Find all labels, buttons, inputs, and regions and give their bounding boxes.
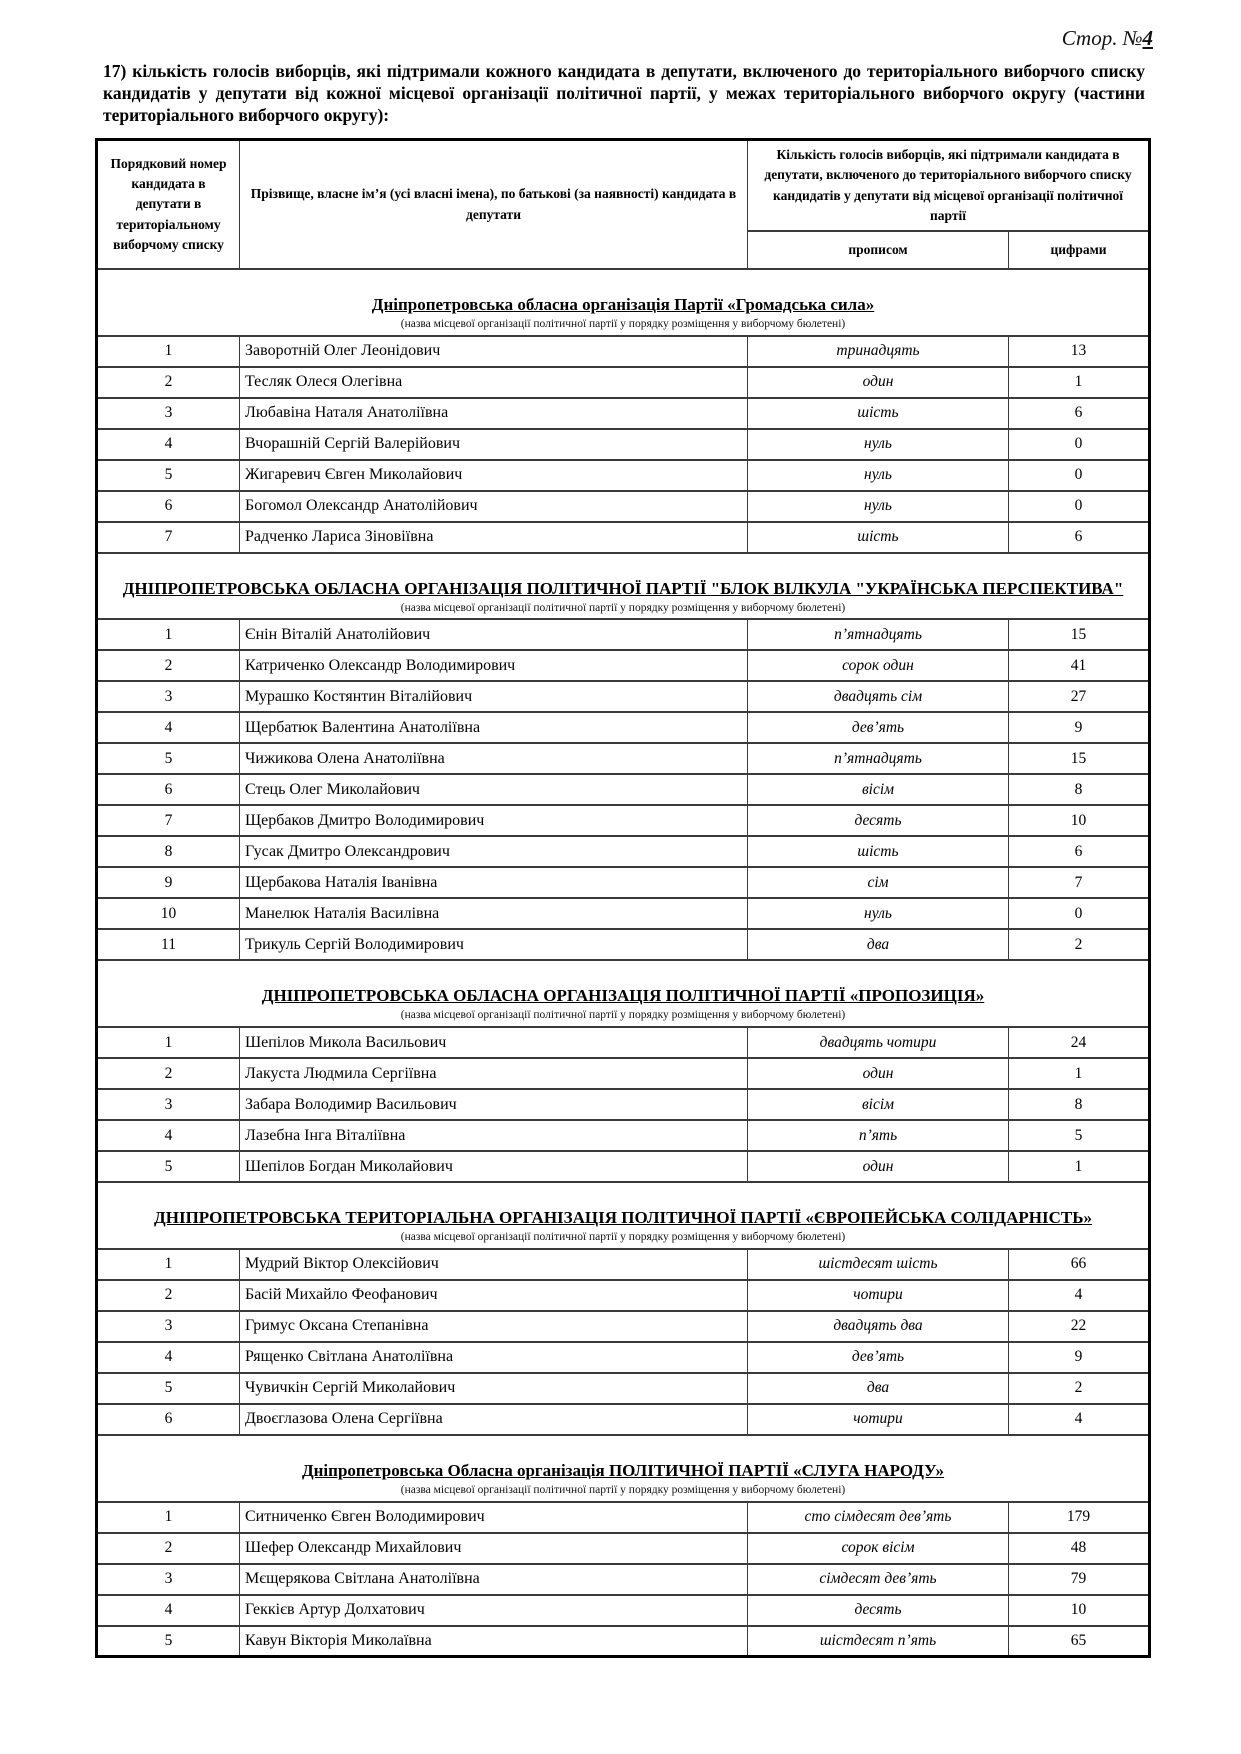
candidate-ordinal: 4 [97, 429, 240, 460]
party-section-title: ДНІПРОПЕТРОВСЬКА ОБЛАСНА ОРГАНІЗАЦІЯ ПОЛІТИЧНОЇ ПАРТІЇ "БЛОК ВІЛКУЛА "УКРАЇНСЬКА ПЕРСПЕКТИВА" [122, 578, 1124, 598]
table-row [97, 1502, 1150, 1533]
table-row [97, 1027, 1150, 1058]
candidate-ordinal: 8 [97, 836, 240, 867]
votes-in-digits: 8 [1009, 774, 1150, 805]
candidate-ordinal: 2 [97, 650, 240, 681]
votes-in-words: вісім [748, 1089, 1009, 1120]
candidate-name: Стець Олег Миколайович [240, 774, 748, 805]
votes-in-digits: 179 [1009, 1502, 1150, 1533]
candidate-name: Вчорашній Сергій Валерійович [240, 429, 748, 460]
party-section-note: (назва місцевої організації політичної партії у порядку розміщення у виборчому бюлетені) [400, 601, 846, 614]
votes-in-words: нуль [748, 429, 1009, 460]
candidate-name: Богомол Олександр Анатолійович [240, 491, 748, 522]
votes-in-digits: 27 [1009, 681, 1150, 712]
candidate-name: Радченко Лариса Зіновіївна [240, 522, 748, 553]
votes-in-digits: 5 [1009, 1120, 1150, 1151]
votes-in-words: п’ятнадцять [748, 743, 1009, 774]
votes-in-words: тринадцять [748, 336, 1009, 367]
candidate-ordinal: 3 [97, 398, 240, 429]
votes-in-words: сім [748, 867, 1009, 898]
candidate-name: Ситниченко Євген Володимирович [240, 1502, 748, 1533]
votes-in-digits: 15 [1009, 743, 1150, 774]
candidate-name: Шепілов Микола Васильович [240, 1027, 748, 1058]
table-row [97, 619, 1150, 650]
candidate-ordinal: 10 [97, 898, 240, 929]
candidate-name: Любавіна Наталя Анатоліївна [240, 398, 748, 429]
votes-in-words: сто сімдесят дев’ять [748, 1502, 1009, 1533]
votes-in-digits: 6 [1009, 522, 1150, 553]
party-section-note: (назва місцевої організації політичної партії у порядку розміщення у виборчому бюлетені) [400, 1009, 846, 1022]
candidate-name: Катриченко Олександр Володимирович [240, 650, 748, 681]
table-row [97, 1595, 1150, 1626]
table-row [97, 1151, 1150, 1182]
votes-in-digits: 4 [1009, 1404, 1150, 1435]
candidate-ordinal: 1 [97, 619, 240, 650]
table-row [97, 336, 1150, 367]
table-row [97, 1373, 1150, 1404]
table-row [97, 491, 1150, 522]
candidate-ordinal: 5 [97, 1373, 240, 1404]
votes-in-words: дев’ять [748, 1342, 1009, 1373]
candidate-name: Щербатюк Валентина Анатоліївна [240, 712, 748, 743]
votes-in-digits: 7 [1009, 867, 1150, 898]
votes-in-digits: 22 [1009, 1311, 1150, 1342]
candidate-ordinal: 6 [97, 491, 240, 522]
votes-in-digits: 6 [1009, 836, 1150, 867]
votes-in-digits: 4 [1009, 1280, 1150, 1311]
table-row [97, 867, 1150, 898]
candidate-name: Лакуста Людмила Сергіївна [240, 1058, 748, 1089]
header-in-digits: цифрами [1009, 231, 1150, 269]
table-row [97, 1564, 1150, 1595]
table-row [97, 1249, 1150, 1280]
candidate-ordinal: 3 [97, 1311, 240, 1342]
votes-in-words: два [748, 929, 1009, 960]
candidate-name: Тесляк Олеся Олегівна [240, 367, 748, 398]
header-votes-count: Кількість голосів виборців, які підтримали кандидата в депутати, включеного до територіального виборчого списку кандидатів у депутати від місцевої організації політичної партії [748, 140, 1150, 232]
section-header-cell [97, 960, 1150, 1027]
section-header-cell [97, 269, 1150, 336]
party-section-note: (назва місцевої організації політичної партії у порядку розміщення у виборчому бюлетені) [400, 317, 846, 330]
table-row [97, 367, 1150, 398]
votes-in-digits: 15 [1009, 619, 1150, 650]
candidate-ordinal: 4 [97, 1120, 240, 1151]
table-header [97, 140, 1150, 270]
header-in-words: прописом [748, 231, 1009, 269]
candidate-name: Мудрий Віктор Олексійович [240, 1249, 748, 1280]
votes-in-digits: 1 [1009, 1058, 1150, 1089]
party-section-note: (назва місцевої організації політичної партії у порядку розміщення у виборчому бюлетені) [400, 1231, 846, 1244]
votes-in-digits: 65 [1009, 1626, 1150, 1657]
table-row [97, 898, 1150, 929]
candidate-name: Чувичкін Сергій Миколайович [240, 1373, 748, 1404]
party-section-title: ДНІПРОПЕТРОВСЬКА ТЕРИТОРІАЛЬНА ОРГАНІЗАЦІЯ ПОЛІТИЧНОЇ ПАРТІЇ «ЄВРОПЕЙСЬКА СОЛІДАРНІСТЬ» [154, 1208, 1092, 1228]
candidate-ordinal: 3 [97, 681, 240, 712]
candidate-ordinal: 9 [97, 867, 240, 898]
table-row [97, 1342, 1150, 1373]
table-row [97, 522, 1150, 553]
candidate-ordinal: 4 [97, 1595, 240, 1626]
candidate-ordinal: 3 [97, 1564, 240, 1595]
candidate-name: Чижикова Олена Анатоліївна [240, 743, 748, 774]
table-row [97, 1533, 1150, 1564]
table-row [97, 1280, 1150, 1311]
candidate-ordinal: 2 [97, 1058, 240, 1089]
candidate-name: Манелюк Наталія Василівна [240, 898, 748, 929]
candidate-name: Забара Володимир Васильович [240, 1089, 748, 1120]
votes-table [95, 138, 1151, 1658]
candidate-name: Мєщерякова Світлана Анатоліївна [240, 1564, 748, 1595]
candidate-ordinal: 3 [97, 1089, 240, 1120]
votes-in-digits: 6 [1009, 398, 1150, 429]
candidate-ordinal: 4 [97, 1342, 240, 1373]
table-row [97, 650, 1150, 681]
votes-in-words: шістдесят шість [748, 1249, 1009, 1280]
table-row [97, 1089, 1150, 1120]
table-row [97, 460, 1150, 491]
table-row [97, 929, 1150, 960]
votes-in-words: вісім [748, 774, 1009, 805]
section-header-cell [97, 1435, 1150, 1502]
table-row [97, 1626, 1150, 1657]
votes-in-words: шість [748, 836, 1009, 867]
candidate-name: Заворотній Олег Леонідович [240, 336, 748, 367]
party-section-note: (назва місцевої організації політичної партії у порядку розміщення у виборчому бюлетені) [400, 1483, 846, 1496]
votes-in-digits: 0 [1009, 429, 1150, 460]
candidate-ordinal: 5 [97, 1626, 240, 1657]
table-row [97, 1404, 1150, 1435]
table-body [97, 269, 1150, 1657]
intro-paragraph: 17) кількість голосів виборців, які підтримали кожного кандидата в депутати, включеного до територіального виборчого списку кандидатів у депутати від кожної місцевої організації політичної партії, у межах територіального виборчого округу (частини територіального виборчого округу): [103, 61, 1145, 126]
candidate-name: Басій Михайло Феофанович [240, 1280, 748, 1311]
votes-in-words: шість [748, 398, 1009, 429]
page-number-value: 4 [1142, 26, 1153, 50]
table-row [97, 743, 1150, 774]
page-number [1062, 26, 1153, 51]
votes-in-digits: 66 [1009, 1249, 1150, 1280]
candidate-ordinal: 4 [97, 712, 240, 743]
party-section-title: Дніпропетровська Обласна організація ПОЛІТИЧНОЇ ПАРТІЇ «СЛУГА НАРОДУ» [301, 1460, 945, 1480]
votes-in-words: шістдесят п’ять [748, 1626, 1009, 1657]
votes-in-words: нуль [748, 491, 1009, 522]
votes-in-words: чотири [748, 1404, 1009, 1435]
votes-in-digits: 10 [1009, 1595, 1150, 1626]
votes-in-words: двадцять чотири [748, 1027, 1009, 1058]
table-row [97, 429, 1150, 460]
section-header-row [97, 960, 1150, 1027]
party-section-title: ДНІПРОПЕТРОВСЬКА ОБЛАСНА ОРГАНІЗАЦІЯ ПОЛІТИЧНОЇ ПАРТІЇ «ПРОПОЗИЦІЯ» [261, 986, 985, 1006]
votes-in-digits: 1 [1009, 1151, 1150, 1182]
votes-in-words: сорок вісім [748, 1533, 1009, 1564]
candidate-ordinal: 7 [97, 805, 240, 836]
votes-in-digits: 9 [1009, 712, 1150, 743]
votes-in-digits: 0 [1009, 898, 1150, 929]
candidate-ordinal: 1 [97, 1502, 240, 1533]
votes-in-digits: 41 [1009, 650, 1150, 681]
votes-in-words: сімдесят дев’ять [748, 1564, 1009, 1595]
candidate-ordinal: 11 [97, 929, 240, 960]
votes-in-digits: 2 [1009, 929, 1150, 960]
votes-in-words: один [748, 1151, 1009, 1182]
votes-in-words: п’ятнадцять [748, 619, 1009, 650]
candidate-name: Двоєглазова Олена Сергіївна [240, 1404, 748, 1435]
table-row [97, 1058, 1150, 1089]
candidate-ordinal: 1 [97, 1027, 240, 1058]
candidate-name: Кавун Вікторія Миколаївна [240, 1626, 748, 1657]
party-section-title: Дніпропетровська обласна організація Партії «Громадська сила» [371, 295, 875, 314]
candidate-ordinal: 5 [97, 743, 240, 774]
section-header-row [97, 1435, 1150, 1502]
table-row [97, 712, 1150, 743]
candidate-ordinal: 5 [97, 1151, 240, 1182]
votes-in-digits: 13 [1009, 336, 1150, 367]
table-row [97, 1120, 1150, 1151]
section-header-row [97, 1182, 1150, 1249]
candidate-name: Гусак Дмитро Олександрович [240, 836, 748, 867]
candidate-ordinal: 7 [97, 522, 240, 553]
header-ordinal-number: Порядковий номер кандидата в депутати в територіальному виборчому списку [97, 140, 240, 270]
table-row [97, 774, 1150, 805]
votes-in-words: п’ять [748, 1120, 1009, 1151]
votes-in-words: нуль [748, 460, 1009, 491]
candidate-ordinal: 2 [97, 1533, 240, 1564]
votes-in-words: один [748, 367, 1009, 398]
table-row [97, 836, 1150, 867]
votes-in-digits: 0 [1009, 491, 1150, 522]
candidate-name: Лазебна Інга Віталіївна [240, 1120, 748, 1151]
candidate-ordinal: 2 [97, 1280, 240, 1311]
section-header-cell [97, 553, 1150, 620]
votes-in-words: двадцять два [748, 1311, 1009, 1342]
page-number-label: Стор. № [1061, 26, 1143, 50]
candidate-name: Мурашко Костянтин Віталійович [240, 681, 748, 712]
votes-in-digits: 1 [1009, 367, 1150, 398]
votes-in-words: десять [748, 805, 1009, 836]
votes-in-digits: 24 [1009, 1027, 1150, 1058]
table-row [97, 681, 1150, 712]
votes-in-words: два [748, 1373, 1009, 1404]
votes-in-digits: 0 [1009, 460, 1150, 491]
candidate-name: Єнін Віталій Анатолійович [240, 619, 748, 650]
votes-in-words: нуль [748, 898, 1009, 929]
candidate-ordinal: 6 [97, 774, 240, 805]
candidate-name: Трикуль Сергій Володимирович [240, 929, 748, 960]
candidate-name: Шепілов Богдан Миколайович [240, 1151, 748, 1182]
votes-in-digits: 10 [1009, 805, 1150, 836]
votes-in-words: сорок один [748, 650, 1009, 681]
table-row [97, 1311, 1150, 1342]
votes-in-words: шість [748, 522, 1009, 553]
table-row [97, 398, 1150, 429]
candidate-name: Шефер Олександр Михайлович [240, 1533, 748, 1564]
table-row [97, 805, 1150, 836]
candidate-ordinal: 2 [97, 367, 240, 398]
votes-in-digits: 79 [1009, 1564, 1150, 1595]
candidate-name: Геккієв Артур Долхатович [240, 1595, 748, 1626]
candidate-name: Щербаков Дмитро Володимирович [240, 805, 748, 836]
candidate-ordinal: 5 [97, 460, 240, 491]
candidate-name: Рященко Світлана Анатоліївна [240, 1342, 748, 1373]
candidate-name: Гримус Оксана Степанівна [240, 1311, 748, 1342]
candidate-ordinal: 1 [97, 1249, 240, 1280]
votes-in-words: десять [748, 1595, 1009, 1626]
candidate-name: Жигаревич Євген Миколайович [240, 460, 748, 491]
candidate-ordinal: 6 [97, 1404, 240, 1435]
section-header-row [97, 269, 1150, 336]
votes-in-words: чотири [748, 1280, 1009, 1311]
votes-in-digits: 9 [1009, 1342, 1150, 1373]
candidate-name: Щербакова Наталія Іванівна [240, 867, 748, 898]
section-header-row [97, 553, 1150, 620]
votes-in-digits: 48 [1009, 1533, 1150, 1564]
section-header-cell [97, 1182, 1150, 1249]
votes-in-digits: 8 [1009, 1089, 1150, 1120]
votes-in-words: один [748, 1058, 1009, 1089]
header-candidate-name: Прізвище, власне ім’я (усі власні імена), по батькові (за наявності) кандидата в депутати [240, 140, 748, 270]
votes-in-digits: 2 [1009, 1373, 1150, 1404]
votes-in-words: дев’ять [748, 712, 1009, 743]
candidate-ordinal: 1 [97, 336, 240, 367]
votes-in-words: двадцять сім [748, 681, 1009, 712]
